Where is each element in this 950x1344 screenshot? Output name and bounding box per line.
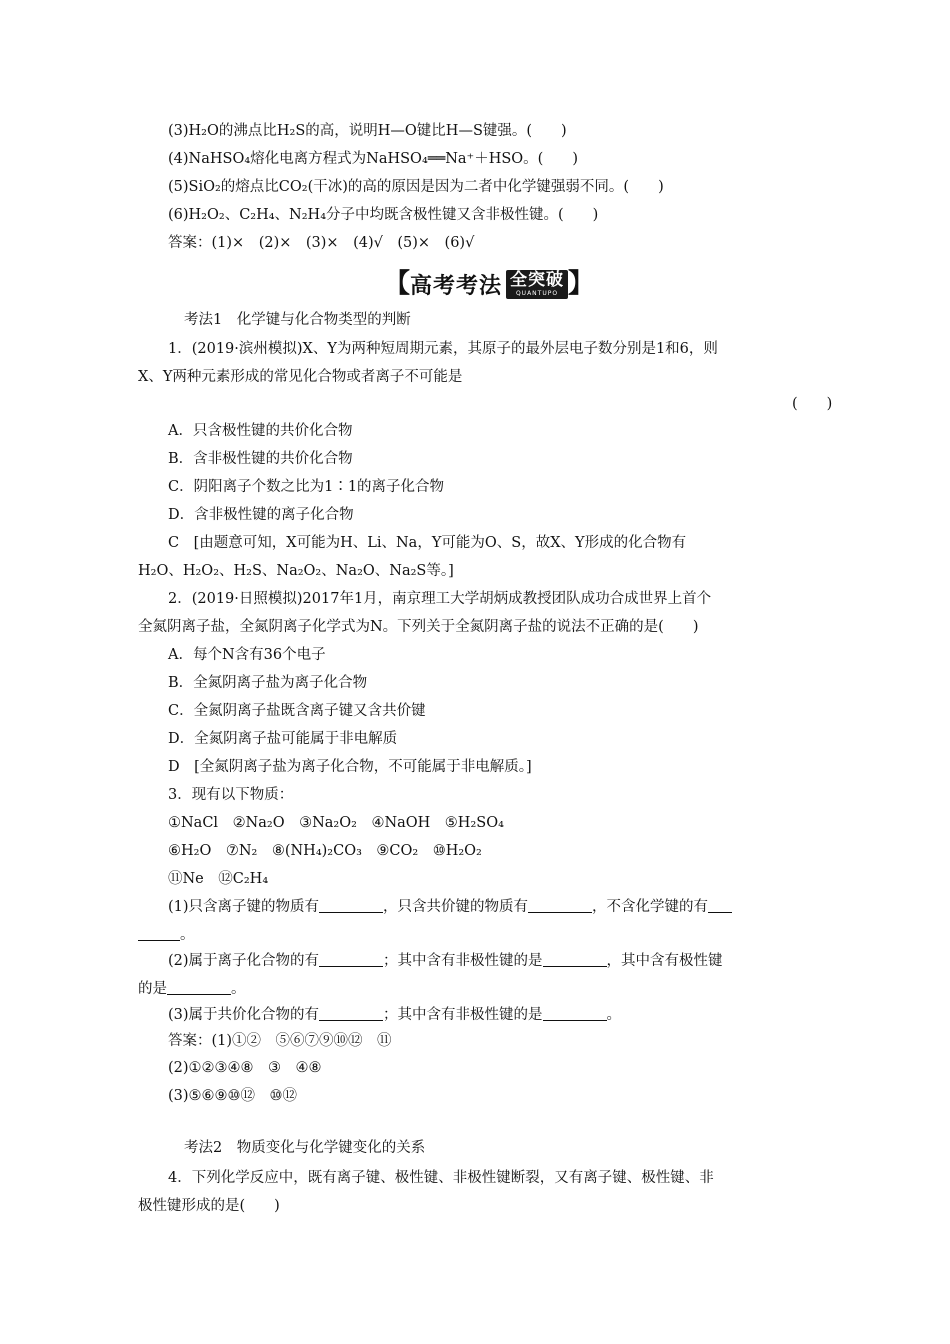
q1-option-c: C．阴阳离子个数之比为1∶1的离子化合物 bbox=[168, 479, 445, 495]
q3-part2-text-b: ；其中含有非极性键的是 bbox=[383, 953, 543, 969]
q3-part1-blank2[interactable] bbox=[528, 898, 592, 913]
judgement-item-6: (6)H₂O₂、C₂H₄、N₂H₄分子中均既含极性键又含非极性键。( ) bbox=[168, 207, 599, 223]
q3-part2 bbox=[168, 951, 848, 971]
q3-part1-blank1[interactable] bbox=[319, 898, 383, 913]
q3-part3 bbox=[168, 1005, 848, 1025]
q3-part3-blank2[interactable] bbox=[543, 1006, 607, 1021]
q2-option-b: B．全氮阴离子盐为离子化合物 bbox=[168, 675, 368, 691]
q3-part1-text-c: ，不含化学键的有 bbox=[592, 899, 709, 915]
q3-part2-blank1[interactable] bbox=[319, 952, 383, 967]
q1-answer-line2: H₂O、H₂O₂、H₂S、Na₂O₂、Na₂O、Na₂S等。] bbox=[138, 563, 454, 579]
q3-answer-1: 答案：(1)①② ⑤⑥⑦⑨⑩⑫ ⑪ bbox=[168, 1033, 392, 1049]
q3-part2-text-c: ，其中含有极性键 bbox=[606, 953, 723, 969]
q3-substances-row3: ⑪Ne ⑫C₂H₄ bbox=[168, 871, 269, 887]
q1-stem-line1: 1．(2019·滨州模拟)X、Y为两种短周期元素，其原子的最外层电子数分别是1和6，则 bbox=[168, 341, 718, 357]
judgement-item-4: (4)NaHSO₄熔化电离方程式为NaHSO₄══Na⁺＋HSO。( ) bbox=[168, 151, 578, 167]
banner-badge bbox=[506, 270, 568, 299]
q2-option-d: D．全氮阴离子盐可能属于非电解质 bbox=[168, 731, 398, 747]
banner-left-bracket: 【 bbox=[384, 269, 411, 299]
banner-title: 高考考法 bbox=[410, 273, 503, 299]
judgement-item-5: (5)SiO₂的熔点比CO₂(干冰)的高的原因是因为二者中化学键强弱不同。( ) bbox=[168, 179, 664, 195]
q3-part3-text-c: 。 bbox=[606, 1007, 622, 1023]
section2-heading: 考法2 物质变化与化学键变化的关系 bbox=[184, 1140, 426, 1156]
q3-answer-2: (2)①②③④⑧ ③ ④⑧ bbox=[168, 1060, 322, 1076]
banner-badge-text: 全突破 bbox=[510, 270, 565, 290]
q4-stem-line1: 4．下列化学反应中，既有离子键、极性键、非极性键断裂，又有离子键、极性键、非 bbox=[168, 1170, 714, 1186]
q2-option-a: A．每个N含有36个电子 bbox=[168, 647, 326, 663]
q3-part2-cont bbox=[138, 979, 818, 999]
section1-heading: 考法1 化学键与化合物类型的判断 bbox=[184, 312, 411, 328]
q3-part3-blank1[interactable] bbox=[319, 1006, 383, 1021]
judgement-answer: 答案：(1)× (2)× (3)× (4)√ (5)× (6)√ bbox=[168, 235, 475, 251]
banner-right-bracket: 】 bbox=[568, 269, 595, 299]
q1-stem-line2: X、Y两种元素形成的常见化合物或者离子不可能是 bbox=[138, 369, 463, 385]
q1-answer-line1: C [由题意可知，X可能为H、Li、Na，Y可能为O、S，故X、Y形成的化合物有 bbox=[168, 535, 687, 551]
q3-part2-blank3[interactable] bbox=[167, 980, 231, 995]
q3-part1-blank3[interactable] bbox=[708, 898, 732, 913]
q2-answer: D [全氮阴离子盐为离子化合物，不可能属于非电解质。] bbox=[168, 759, 532, 775]
judgement-item-3: (3)H₂O的沸点比H₂S的高，说明H—O键比H—S键强。( ) bbox=[168, 123, 567, 139]
q3-part1-cont bbox=[138, 925, 818, 945]
q1-answer-paren: ( ) bbox=[792, 396, 833, 412]
q3-part2-blank2[interactable] bbox=[543, 952, 607, 967]
q3-stem: 3．现有以下物质： bbox=[168, 787, 294, 803]
q3-part3-text-b: ；其中含有非极性键的是 bbox=[383, 1007, 543, 1023]
q3-part2-text-a: (2)属于离子化合物的有 bbox=[168, 953, 320, 969]
q3-part1-text-d: 。 bbox=[180, 927, 195, 943]
q3-part1-text-b: ，只含共价键的物质有 bbox=[383, 899, 529, 915]
q1-option-a: A．只含极性键的共价化合物 bbox=[168, 423, 353, 439]
section-banner bbox=[384, 268, 594, 300]
q1-option-b: B．含非极性键的共价化合物 bbox=[168, 451, 353, 467]
q4-stem-line2: 极性键形成的是( ) bbox=[138, 1198, 280, 1214]
q3-answer-3: (3)⑤⑥⑨⑩⑫ ⑩⑫ bbox=[168, 1088, 298, 1104]
banner-badge-subtext: QUANTUPO bbox=[515, 290, 559, 297]
q3-part1 bbox=[168, 897, 848, 917]
q2-stem-line1: 2．(2019·日照模拟)2017年1月，南京理工大学胡炳成教授团队成功合成世界上首个 bbox=[168, 591, 712, 607]
q3-part3-text-a: (3)属于共价化合物的有 bbox=[168, 1007, 320, 1023]
q2-stem-line2: 全氮阴离子盐，全氮阴离子化学式为N。下列关于全氮阴离子盐的说法不正确的是( ) bbox=[138, 619, 699, 635]
q3-substances-row2: ⑥H₂O ⑦N₂ ⑧(NH₄)₂CO₃ ⑨CO₂ ⑩H₂O₂ bbox=[168, 843, 482, 859]
q1-option-d: D．含非极性键的离子化合物 bbox=[168, 507, 354, 523]
q3-part1-text-a: (1)只含离子键的物质有 bbox=[168, 899, 320, 915]
q3-part1-blank3-cont[interactable] bbox=[138, 926, 180, 941]
q3-substances-row1: ①NaCl ②Na₂O ③Na₂O₂ ④NaOH ⑤H₂SO₄ bbox=[168, 815, 504, 831]
q3-part2-text-e: 。 bbox=[231, 981, 246, 997]
q2-option-c: C．全氮阴离子盐既含离子键又含共价键 bbox=[168, 703, 426, 719]
q3-part2-text-d: 的是 bbox=[138, 981, 167, 997]
